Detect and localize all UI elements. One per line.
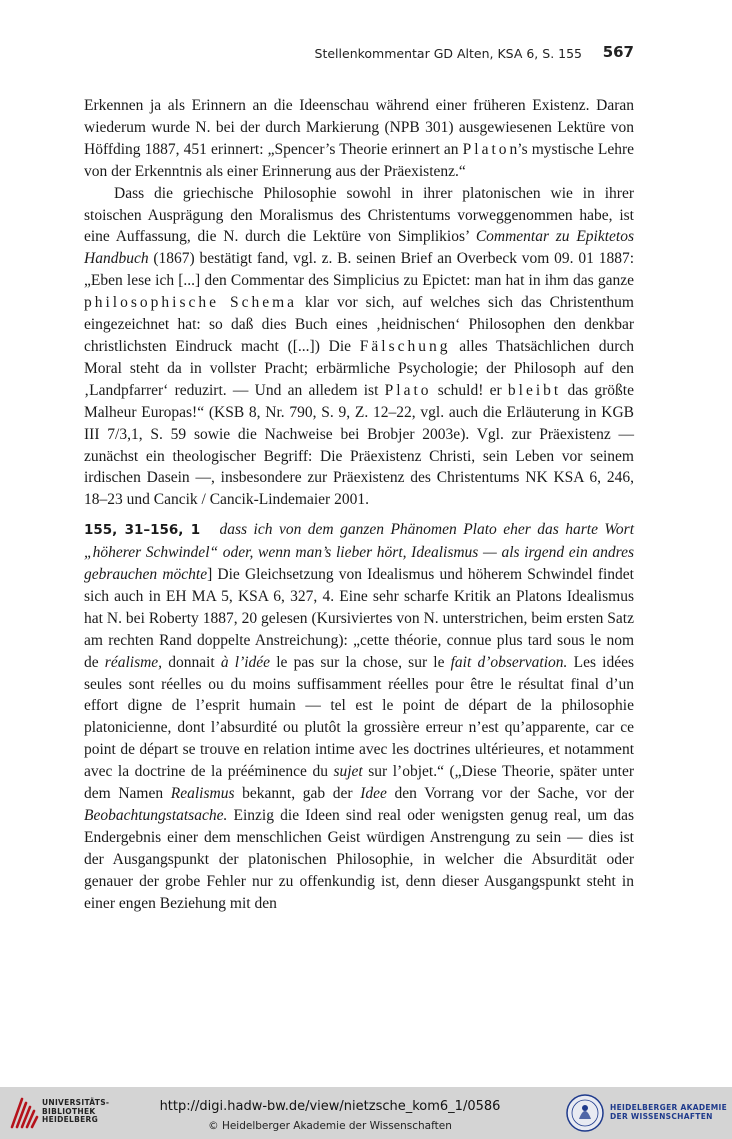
text-span: bekannt, gab der bbox=[234, 785, 361, 803]
italic-text: Idee bbox=[360, 785, 387, 803]
spaced-text: bleibt bbox=[507, 381, 562, 399]
text-span: (1867) bestätigt fand, vgl. z. B. seinen Brief an Overbeck vom 09. 01 1887: „Eben lese ich [...] den Commentar des Simplicius zu Epictet: man hat in ihm das ganze bbox=[84, 250, 634, 290]
italic-title: Commentar zu Epiktetos Handbuch bbox=[84, 228, 635, 268]
text-span: Erkennen ja als Erinnern an die Ideenschau während einer früheren Existenz. Daran wiederum wurde N. bei der durch Markierung (NPB 301) ausgewiesenen Lektüre von Höffding 1887, 451 erinnert: „Spencer’s Theorie erinnert an bbox=[84, 97, 634, 158]
spaced-text: Plato bbox=[384, 381, 432, 399]
academy-seal-icon bbox=[565, 1093, 605, 1133]
text-span: den Vorrang vor der Sache, vor der bbox=[386, 785, 634, 803]
text-span: ] Die Gleichsetzung von Idealismus und höherem Schwindel findet sich auch in EH MA 5, KSA 6, 327, 4. Eine sehr scharfe Kritik an Platons Idealismus hat N. bei Roberty 1887, 20 gelesen (Kursiviertes von N. unterstrichen, beim ersten Satz am rechten Rand doppelte Anstreichung): „cette théorie, connue plus tard sous le nom de bbox=[84, 566, 634, 671]
italic-text: fait d’observation. bbox=[450, 653, 568, 671]
page-header bbox=[84, 43, 634, 65]
page-number: 567 bbox=[602, 43, 634, 61]
spaced-text: Fälschung bbox=[359, 337, 451, 355]
text-span: das größte Malheur Europas!“ (KSB 8, Nr. 790, S. 9, Z. 12–22, vgl. auch die Erläuterung in KGB III 7/3,1, S. 59 sowie die Nachweise bei Brobjer 2003e). Vgl. zur Präexistenz — zunächst ein theologischer Begriff: Die Präexistenz Christi, sein Leben vor seinem irdischen Dasein —, insbesondere zur Präexistenz des Christentums NK KSA 6, 246, 18–23 und Cancik / Cancik-Lindemaier 2001. bbox=[84, 381, 634, 509]
lemma-reference: 155, 31–156, 1 bbox=[84, 522, 201, 539]
copyright-notice: © Heidelberger Akademie der Wissenschaften bbox=[208, 1120, 452, 1132]
running-title: Stellenkommentar GD Alten, KSA 6, S. 155 bbox=[314, 46, 582, 61]
academy-name: HEIDELBERGER AKADEMIE DER WISSENSCHAFTEN bbox=[610, 1103, 728, 1121]
italic-text: Beobachtungstatsache. bbox=[84, 807, 228, 824]
university-library-name: UNIVERSITÄTS- BIBLIOTHEK HEIDELBERG bbox=[42, 1098, 110, 1124]
italic-text: à l’idée bbox=[220, 653, 271, 671]
paragraph-3 bbox=[84, 519, 634, 914]
commentary-body bbox=[84, 95, 634, 915]
digitization-footer bbox=[0, 1087, 732, 1139]
paragraph-1 bbox=[84, 95, 634, 183]
text-span: Einzig die Ideen sind real oder wenigsten genug real, um das Endergebnis einer dem menschlichen Geist würdigen Anstrengung zu sein — dies ist der Ausgangspunkt der platonischen Philosophie, in welcher die Absurdität oder genauer der grobe Fehler nur zu offenkundig ist, denn dieser Ausgangspunkt steht in einer engen Beziehung mit den bbox=[84, 807, 634, 912]
italic-text: Realismus bbox=[170, 785, 235, 803]
text-span: klar vor sich, auf welches sich das Christenthum eingezeichnet hat: so daß dies Buch eines ‚heidnischen‘ Philosophen den denkbar christlichsten Eindruck macht ([...]) Die bbox=[84, 294, 634, 355]
spaced-text: Plato bbox=[462, 140, 510, 158]
text-span: sur l’objet.“ („Diese Theorie, später unter dem Namen bbox=[84, 763, 634, 803]
text-span: le pas sur la chose, sur le bbox=[270, 653, 451, 671]
spaced-text: philosophische Schema bbox=[84, 294, 298, 312]
text-span: Les idées seules sont réelles ou du moins suffisamment réelles pour être le résultat final d’un effort digne de l’esprit humain — tel est le point de départ de la philosophie platonicienne, dont l’absurdité ou plutôt la grossière erreur n’est qu’apparente, car ce point de départ se trouve en relation intime avec les doctrines ultérieures, et notamment avec la doctrine de la prééminence du bbox=[84, 653, 634, 781]
text-span: schuld! er bbox=[431, 381, 508, 399]
text-span: n’s mystische Lehre von der Erkenntnis als einer Erinnerung aus der Präexistenz.“ bbox=[84, 140, 634, 180]
text-span: donnait bbox=[162, 653, 221, 671]
lemma-text: dass ich von dem ganzen Phänomen Plato eher das harte Wort „höherer Schwindel“ oder, wenn man’s lieber hört, Idealismus — als irgend ein andres gebrauchen möchte bbox=[84, 521, 634, 584]
italic-text: réalisme, bbox=[104, 653, 163, 671]
paragraph-2 bbox=[84, 183, 634, 512]
italic-text: sujet bbox=[333, 763, 363, 781]
source-url-link[interactable]: http://digi.hadw-bw.de/view/nietzsche_kom6_1/0586 bbox=[159, 1099, 501, 1114]
text-span: alles Thatsächlichen durch Moral steht da in vollster Pracht; erbärmliche Psychologie; der Philosoph auf den ‚Landpfarrer‘ reduzirt. — Und an alledem ist bbox=[84, 337, 634, 399]
text-span: Dass die griechische Philosophie sowohl in ihrer platonischen wie in ihrer stoischen Ausprägung den Moralismus des Christentums vorweggenommen habe, ist eine Auffassung, die N. durch die Lektüre von Simplikios’ bbox=[84, 184, 634, 246]
